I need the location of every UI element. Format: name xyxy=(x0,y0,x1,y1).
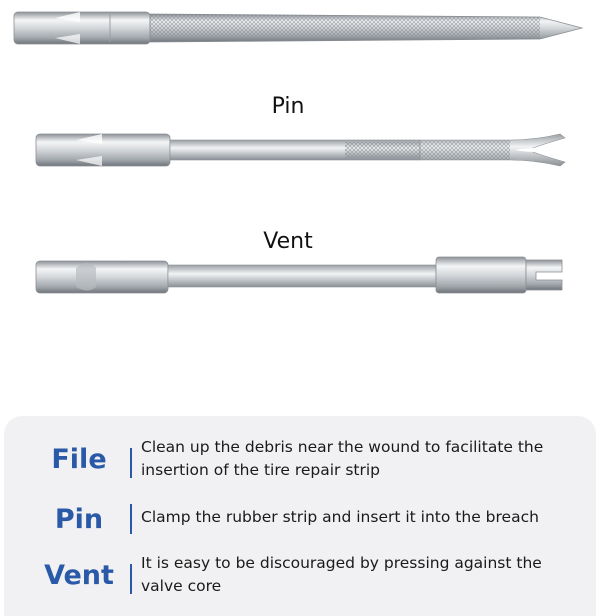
feature-description-file: Clean up the debris near the wound to facilitate the insertion of the tire repair strip xyxy=(141,438,544,479)
feature-description-vent: It is easy to be discouraged by pressing against the valve core xyxy=(141,554,542,595)
feature-name-pin: Pin xyxy=(54,504,104,535)
feature-divider xyxy=(130,564,132,594)
pin-tool xyxy=(36,134,565,166)
feature-divider xyxy=(130,504,132,534)
feature-description-pin: Clamp the rubber strip and insert it into the breach xyxy=(141,508,539,526)
pin-handle xyxy=(36,134,170,166)
vent-prong xyxy=(526,260,562,290)
file-knurling xyxy=(150,14,540,42)
vent-handle xyxy=(36,261,168,293)
vent-head xyxy=(436,257,526,293)
feature-name-vent: Vent xyxy=(44,560,114,591)
feature-divider xyxy=(130,448,132,478)
vent-tool-label: Vent xyxy=(263,229,313,254)
feature-name-file: File xyxy=(51,444,107,475)
features-panel xyxy=(4,416,596,616)
pin-tool-label: Pin xyxy=(271,94,305,119)
pin-shaft-knurl xyxy=(345,142,420,158)
file-handle xyxy=(14,12,150,44)
pin-fork-knurl xyxy=(420,140,510,160)
vent-handle-notch xyxy=(76,263,96,291)
vent-tool xyxy=(36,257,562,293)
file-tool xyxy=(14,12,582,44)
vent-shaft xyxy=(168,265,436,287)
